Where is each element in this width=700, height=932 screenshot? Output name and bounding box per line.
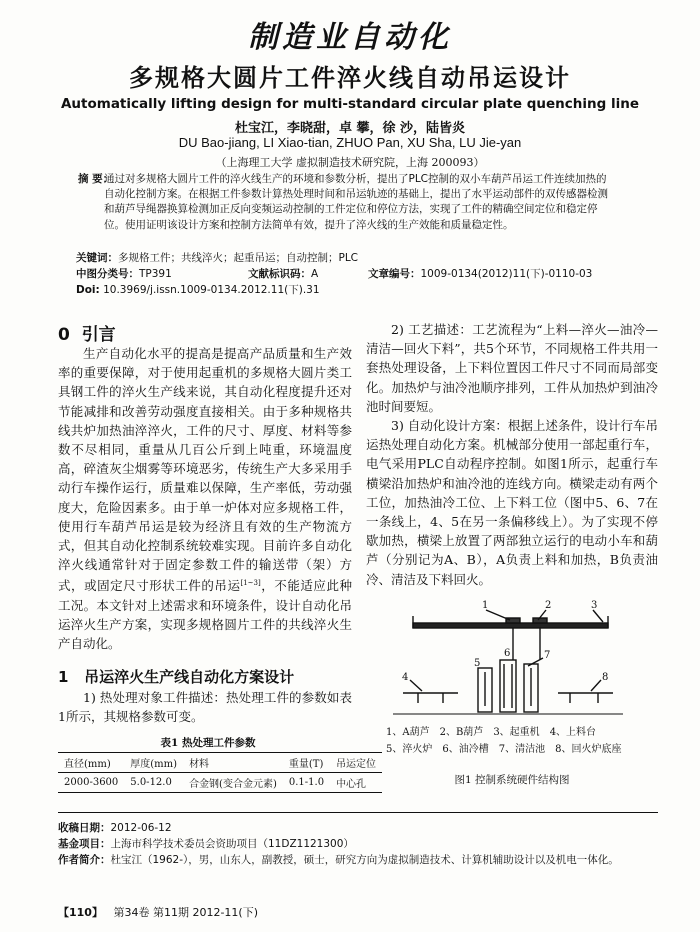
section-1-number: 1 — [58, 668, 69, 686]
process-description: 2) 工艺描述：工艺流程为“上料—淬火—油冷—清洁—回火下料”，共5个环节，不同规格工件共用一套热处理设备，上下料位置因工件尺寸不同而局部变化。加热炉与油冷池顺序排列，工件从加热炉到油冷池时间要短。 — [366, 322, 658, 414]
table-header-cell: 吊运定位 — [330, 753, 382, 773]
doi-value: 10.3969/j.issn.1009-0134.2012.11(下).31 — [103, 284, 320, 296]
article-number-value: 1009-0134(2012)11(下)-0110-03 — [420, 268, 593, 280]
legend-row — [386, 724, 656, 741]
paper-title-cn: 多规格大圆片工件淬火线自动吊运设计 — [129, 63, 571, 92]
article-number — [368, 266, 592, 281]
clc-number — [76, 266, 172, 281]
figure-label-1: 1 — [482, 600, 489, 611]
figure-label-5: 5 — [474, 658, 481, 669]
section-1-title: 吊运淬火生产线自动化方案设计 — [84, 668, 295, 686]
authors-en: DU Bao-jiang, LI Xiao-tian, ZHUO Pan, XU Sha, LU Jie-yan — [178, 135, 522, 150]
section-0-number: 0 — [58, 325, 70, 345]
footnote-funding — [58, 836, 668, 852]
article-number-label: 文章编号： — [368, 268, 421, 280]
footnote-author-bio — [58, 852, 668, 868]
legend-item: 6、油冷槽 — [442, 744, 489, 755]
table-1 — [58, 752, 382, 793]
table-cell: 合金钢(变合金元素) — [183, 773, 283, 793]
legend-item: 8、回火炉底座 — [555, 744, 622, 755]
clc-value: TP391 — [139, 268, 172, 280]
section-1-item-1-text: 1) 热处理对象工件描述：热处理工件的参数如表1所示，其规格参数可变。 — [58, 690, 352, 725]
footnote-received — [58, 820, 668, 836]
paper-title-en: Automatically lifting design for multi-standard circular plate quenching line — [60, 96, 640, 112]
figure-label-4: 4 — [402, 672, 409, 683]
keywords — [76, 250, 358, 265]
clc-label: 中图分类号： — [76, 268, 139, 280]
figure-label-3: 3 — [591, 600, 598, 611]
table-header-row — [58, 753, 382, 773]
figure-1-legend — [386, 724, 656, 758]
section-0-heading — [58, 320, 116, 345]
section-1-heading — [58, 666, 294, 687]
section-1-item-1 — [58, 688, 352, 726]
legend-item: 5、淬火炉 — [386, 744, 433, 755]
page-footer — [58, 904, 258, 920]
crane-beam — [413, 623, 608, 628]
footnote-divider — [58, 812, 658, 813]
figure-1-diagram — [388, 598, 628, 728]
figure-label-2: 2 — [545, 600, 552, 611]
legend-item: 2、B葫芦 — [439, 727, 484, 738]
table-cell: 5.0-12.0 — [124, 773, 183, 793]
footnote-text: 2012-06-12 — [110, 822, 172, 834]
table-cell: 0.1-1.0 — [283, 773, 330, 793]
journal-header: 制造业自动化 — [248, 20, 452, 55]
table-cell: 中心孔 — [330, 773, 382, 793]
legend-item: 1、A葫芦 — [386, 727, 430, 738]
authors-cn: 杜宝江，李晓甜，卓 攀，徐 沙，陆皆炎 — [234, 121, 466, 136]
legend-item: 4、上料台 — [549, 727, 597, 738]
keywords-text: 多规格工件；共线淬火；起重吊运；自动控制；PLC — [118, 252, 359, 264]
table-cell: 2000-3600 — [58, 773, 124, 793]
table-header-cell: 重量(T) — [283, 753, 330, 773]
right-column — [366, 320, 658, 589]
table-row — [58, 773, 382, 793]
automation-design: 3) 自动化设计方案：根据上述条件，设计行车吊运热处理自动化方案。机械部分使用一部起重行车，电气采用PLC自动程序控制。如图1所示，起重行车横梁沿加热炉和油冷池的连线方向。横梁走动有两个工位，加热油冷工位、上下料工位（图中5、6、7在一条线上，4、5在另一条偏移线上）。为了实现不停歇加热，横梁上放置了两部独立运行的电动小车和葫芦（分别记为A、B），A负责上料和加热，B负责油冷、清洁及下料回火。 — [366, 418, 658, 587]
table-header-cell: 厚度(mm) — [124, 753, 183, 773]
footnote-text: 上海市科学技术委员会资助项目（11DZ1121300） — [110, 838, 354, 850]
figure-label-8: 8 — [602, 672, 609, 683]
figure-label-6: 6 — [504, 648, 511, 659]
legend-row — [386, 741, 656, 758]
footnote-label: 基金项目： — [58, 838, 111, 850]
abstract-label: 摘 要： — [78, 173, 114, 185]
affiliation: （上海理工大学 虚拟制造技术研究院，上海 200093） — [215, 156, 485, 169]
intro-text-end: ，不能适应此种工况。本文针对上述需求和环境条件，设计自动化吊运淬火生产方案，实现多规格圆片工件的共线淬火生产自动化。 — [58, 578, 352, 652]
doc-code-label: 文献标识码： — [248, 268, 311, 280]
legend-item: 3、起重机 — [493, 727, 540, 738]
abstract-text: 通过对多规格大圆片工件的淬火线生产的环境和参数分析，提出了PLC控制的双小车葫芦吊运工件连续加热的自动化控制方案。在根据工件参数计算热处理时间和吊运轨迹的基础上，提出了水平运动部件的双传感器检测和葫芦导绳器换算检测加正反向变频运动控制的工件定位和停位方法，实现了工件的精确空间定位和稳定停位。使用证明该设计方案和控制方法简单有效，提升了淬火线的生产效能和质量稳定性。 — [104, 173, 608, 231]
doi — [76, 282, 320, 297]
footnote-text: 杜宝江（1962-），男，山东人，副教授，硕士，研究方向为虚拟制造技术、计算机辅助设计以及机电一体化。 — [110, 854, 619, 866]
section-0-title: 引言 — [81, 325, 116, 345]
figure-label-7: 7 — [544, 650, 551, 661]
doi-label: Doi: — [76, 284, 100, 296]
table-header-cell: 直径(mm) — [58, 753, 124, 773]
issue-info: 第34卷 第11期 2012-11(下) — [113, 906, 258, 919]
table-header-cell: 材料 — [183, 753, 283, 773]
legend-item: 7、清洁池 — [498, 744, 546, 755]
page-number: 【110】 — [58, 906, 103, 919]
intro-paragraph — [58, 344, 352, 653]
footnotes — [58, 820, 668, 868]
doc-code — [248, 266, 318, 281]
keywords-label: 关键词： — [76, 252, 118, 264]
intro-text: 生产自动化水平的提高是提高产品质量和生产效率的重要保障，对于使用起重机的多规格大圆片类工具钢工件的淬火生产线来说，其自动化程度提升还对节能减排和改善劳动强度直接相关。由于多种规格共线共炉加热油淬淬火，工件的尺寸、厚度、材料等参数不尽相同，重量从几百公斤到上吨重，环境温度高，碎渣灰尘烟雾等环境恶劣，传统生产大多采用手动行车操作运行，质量难以保障，生产率低，劳动强度大，危险因素多。由于单一炉体对应多规格工件，使用行车葫芦吊运是较为经济且有效的生产物流方式，但其自动化控制系统较难实现。目前许多自动化淬火线通常针对于固定参数工件的输送带（架）方式，或固定尺寸形状工件的吊运 — [58, 346, 352, 594]
footnote-label: 作者简介： — [58, 854, 111, 866]
figure-1-caption: 图1 控制系统硬件结构图 — [454, 774, 570, 786]
table-1-caption: 表1 热处理工件参数 — [160, 737, 256, 749]
doc-code-value: A — [311, 268, 319, 280]
footnote-label: 收稿日期： — [58, 822, 111, 834]
intro-citation: [1~3] — [240, 579, 261, 588]
abstract — [78, 172, 614, 233]
